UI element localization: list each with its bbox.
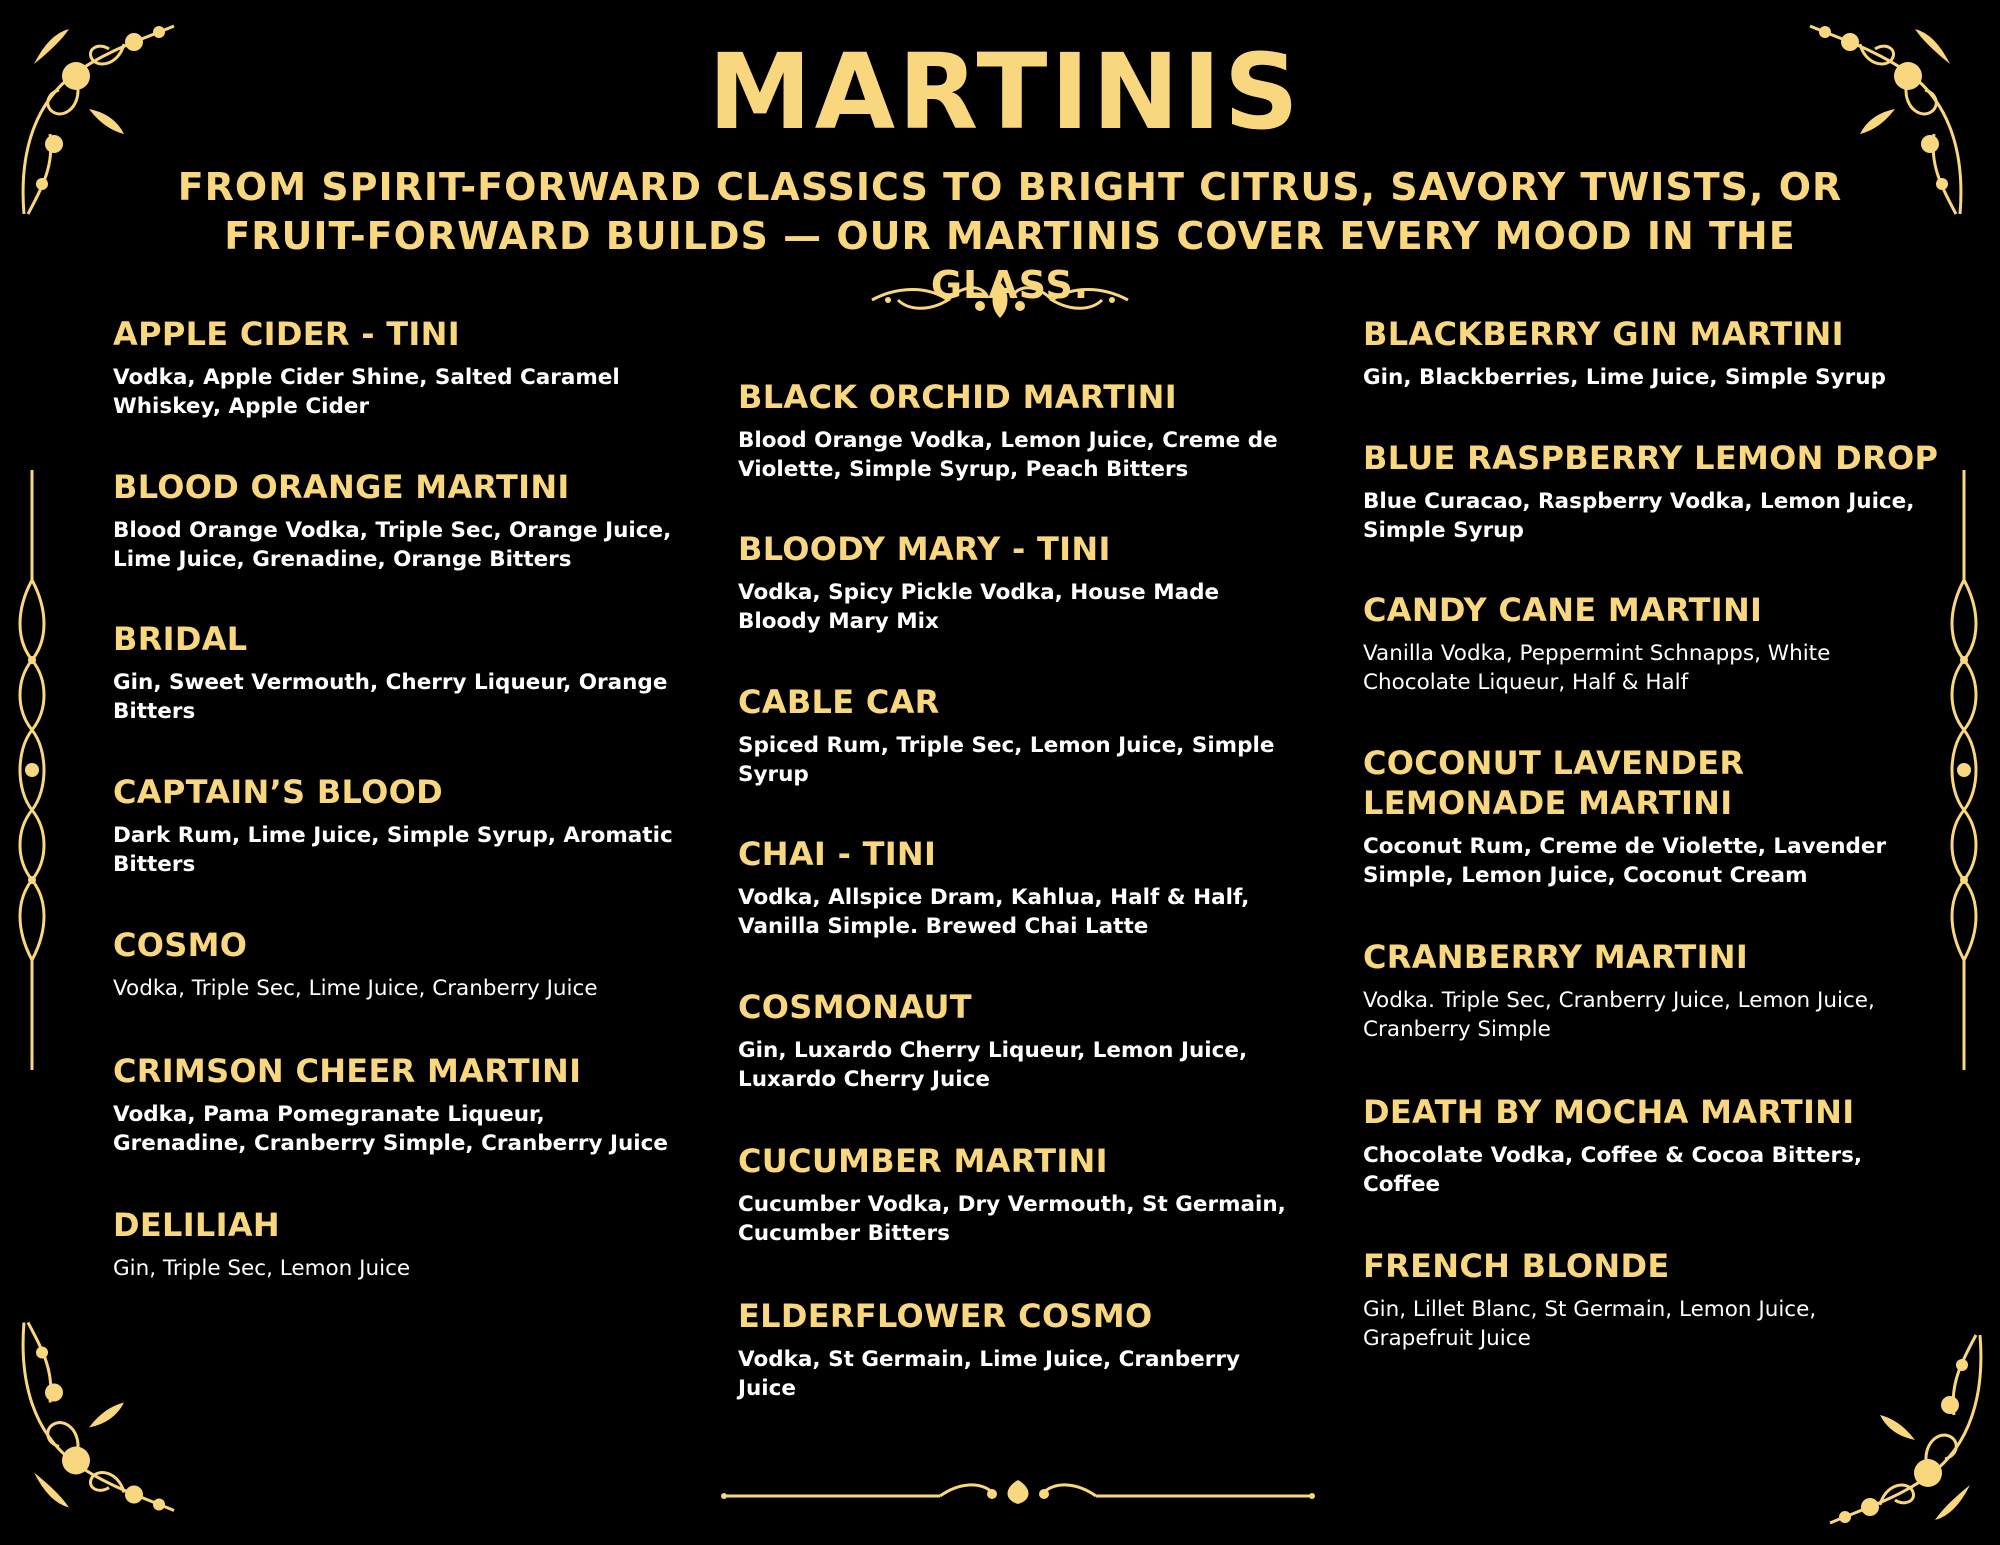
item-name: BLOODY MARY - TINI (738, 530, 1111, 568)
item-ingredients: Blood Orange Vodka, Lemon Juice, Creme de Violette, Simple Syrup, Peach Bitters (738, 428, 1278, 482)
menu-item (1363, 590, 1923, 697)
item-ingredients: Blue Curacao, Raspberry Vodka, Lemon Juice, Simple Syrup (1363, 489, 1915, 543)
item-ingredients: Vodka, Pama Pomegranate Liqueur, Grenadine, Cranberry Simple, Cranberry Juice (113, 1102, 668, 1156)
item-ingredients: Vodka, Spicy Pickle Vodka, House Made Bloody Mary Mix (738, 580, 1220, 634)
item-name: CHAI - TINI (738, 835, 937, 873)
item-ingredients: Vodka, St Germain, Lime Juice, Cranberry Juice (738, 1347, 1240, 1401)
item-ingredients: Vodka, Triple Sec, Lime Juice, Cranberry Juice (113, 976, 598, 1001)
item-ingredients: Vanilla Vodka, Peppermint Schnapps, White Chocolate Liqueur, Half & Half (1363, 641, 1831, 695)
menu-item (738, 987, 1298, 1094)
item-name: CAPTAIN’S BLOOD (113, 773, 443, 811)
item-name: COSMONAUT (738, 988, 972, 1026)
item-ingredients: Blood Orange Vodka, Triple Sec, Orange Juice, Lime Juice, Grenadine, Orange Bitters (113, 518, 672, 572)
item-ingredients: Vodka, Allspice Dram, Kahlua, Half & Half, Vanilla Simple. Brewed Chai Latte (738, 885, 1250, 939)
item-name: FRENCH BLONDE (1363, 1247, 1670, 1285)
item-name: COSMO (113, 926, 248, 964)
item-name: CANDY CANE MARTINI (1363, 591, 1763, 629)
menu-item (738, 834, 1298, 941)
menu-item (1363, 743, 1923, 890)
item-name: BLACK ORCHID MARTINI (738, 378, 1177, 416)
menu-item (1363, 1092, 1923, 1199)
page-title: MARTINIS (708, 31, 1302, 153)
item-name: CABLE CAR (738, 683, 940, 721)
page-subtitle: FROM SPIRIT-FORWARD CLASSICS TO BRIGHT CITRUS, SAVORY TWISTS, OR FRUIT-FORWARD BUILDS — OUR MARTINIS COVER EVERY MOOD IN THE GLASS. (177, 165, 1843, 307)
item-name: DELILIAH (113, 1206, 280, 1244)
menu-item (113, 925, 673, 1003)
item-name: DEATH BY MOCHA MARTINI (1363, 1093, 1855, 1131)
divider-ornament-bottom (720, 1476, 1316, 1506)
menu-item (1363, 314, 1923, 392)
item-ingredients: Gin, Lillet Blanc, St Germain, Lemon Juice, Grapefruit Juice (1363, 1297, 1817, 1351)
menu-item (738, 1296, 1298, 1403)
item-name: COCONUT LAVENDER LEMONADE MARTINI (1363, 744, 1745, 822)
menu-item (738, 1141, 1298, 1248)
item-ingredients: Spiced Rum, Triple Sec, Lemon Juice, Simple Syrup (738, 733, 1275, 787)
item-ingredients: Gin, Sweet Vermouth, Cherry Liqueur, Orange Bitters (113, 670, 668, 724)
item-ingredients: Vodka. Triple Sec, Cranberry Juice, Lemon Juice, Cranberry Simple (1363, 988, 1875, 1042)
item-name: APPLE CIDER - TINI (113, 315, 460, 353)
item-name: BLACKBERRY GIN MARTINI (1363, 315, 1844, 353)
item-name: BLOOD ORANGE MARTINI (113, 468, 570, 506)
item-ingredients: Vodka, Apple Cider Shine, Salted Caramel Whiskey, Apple Cider (113, 365, 620, 419)
menu-item (113, 314, 673, 421)
item-ingredients: Gin, Blackberries, Lime Juice, Simple Syrup (1363, 365, 1886, 390)
side-ornament-right (1946, 470, 1982, 1070)
menu-item (738, 529, 1298, 636)
menu-item (738, 377, 1298, 484)
menu-item (113, 1205, 673, 1283)
item-name: CRIMSON CHEER MARTINI (113, 1052, 582, 1090)
item-ingredients: Gin, Triple Sec, Lemon Juice (113, 1256, 411, 1281)
item-ingredients: Gin, Luxardo Cherry Liqueur, Lemon Juice, Luxardo Cherry Juice (738, 1038, 1248, 1092)
item-name: ELDERFLOWER COSMO (738, 1297, 1153, 1335)
item-name: CUCUMBER MARTINI (738, 1142, 1108, 1180)
menu-item (113, 619, 673, 726)
menu-item (113, 1051, 673, 1158)
side-ornament-left (14, 470, 50, 1070)
menu-item (1363, 1246, 1923, 1353)
item-name: BLUE RASPBERRY LEMON DROP (1363, 439, 1939, 477)
menu-item (1363, 937, 1923, 1044)
menu-item (1363, 438, 1939, 545)
item-ingredients: Chocolate Vodka, Coffee & Cocoa Bitters, Coffee (1363, 1143, 1863, 1197)
item-ingredients: Cucumber Vodka, Dry Vermouth, St Germain, Cucumber Bitters (738, 1192, 1286, 1246)
item-name: BRIDAL (113, 620, 248, 658)
item-ingredients: Dark Rum, Lime Juice, Simple Syrup, Aromatic Bitters (113, 823, 673, 877)
menu-item (113, 772, 673, 879)
item-name: CRANBERRY MARTINI (1363, 938, 1749, 976)
corner-ornament-bottom-left (14, 1300, 184, 1530)
menu-item (738, 682, 1298, 789)
menu-item (113, 467, 673, 574)
item-ingredients: Coconut Rum, Creme de Violette, Lavender Simple, Lemon Juice, Coconut Cream (1363, 834, 1887, 888)
